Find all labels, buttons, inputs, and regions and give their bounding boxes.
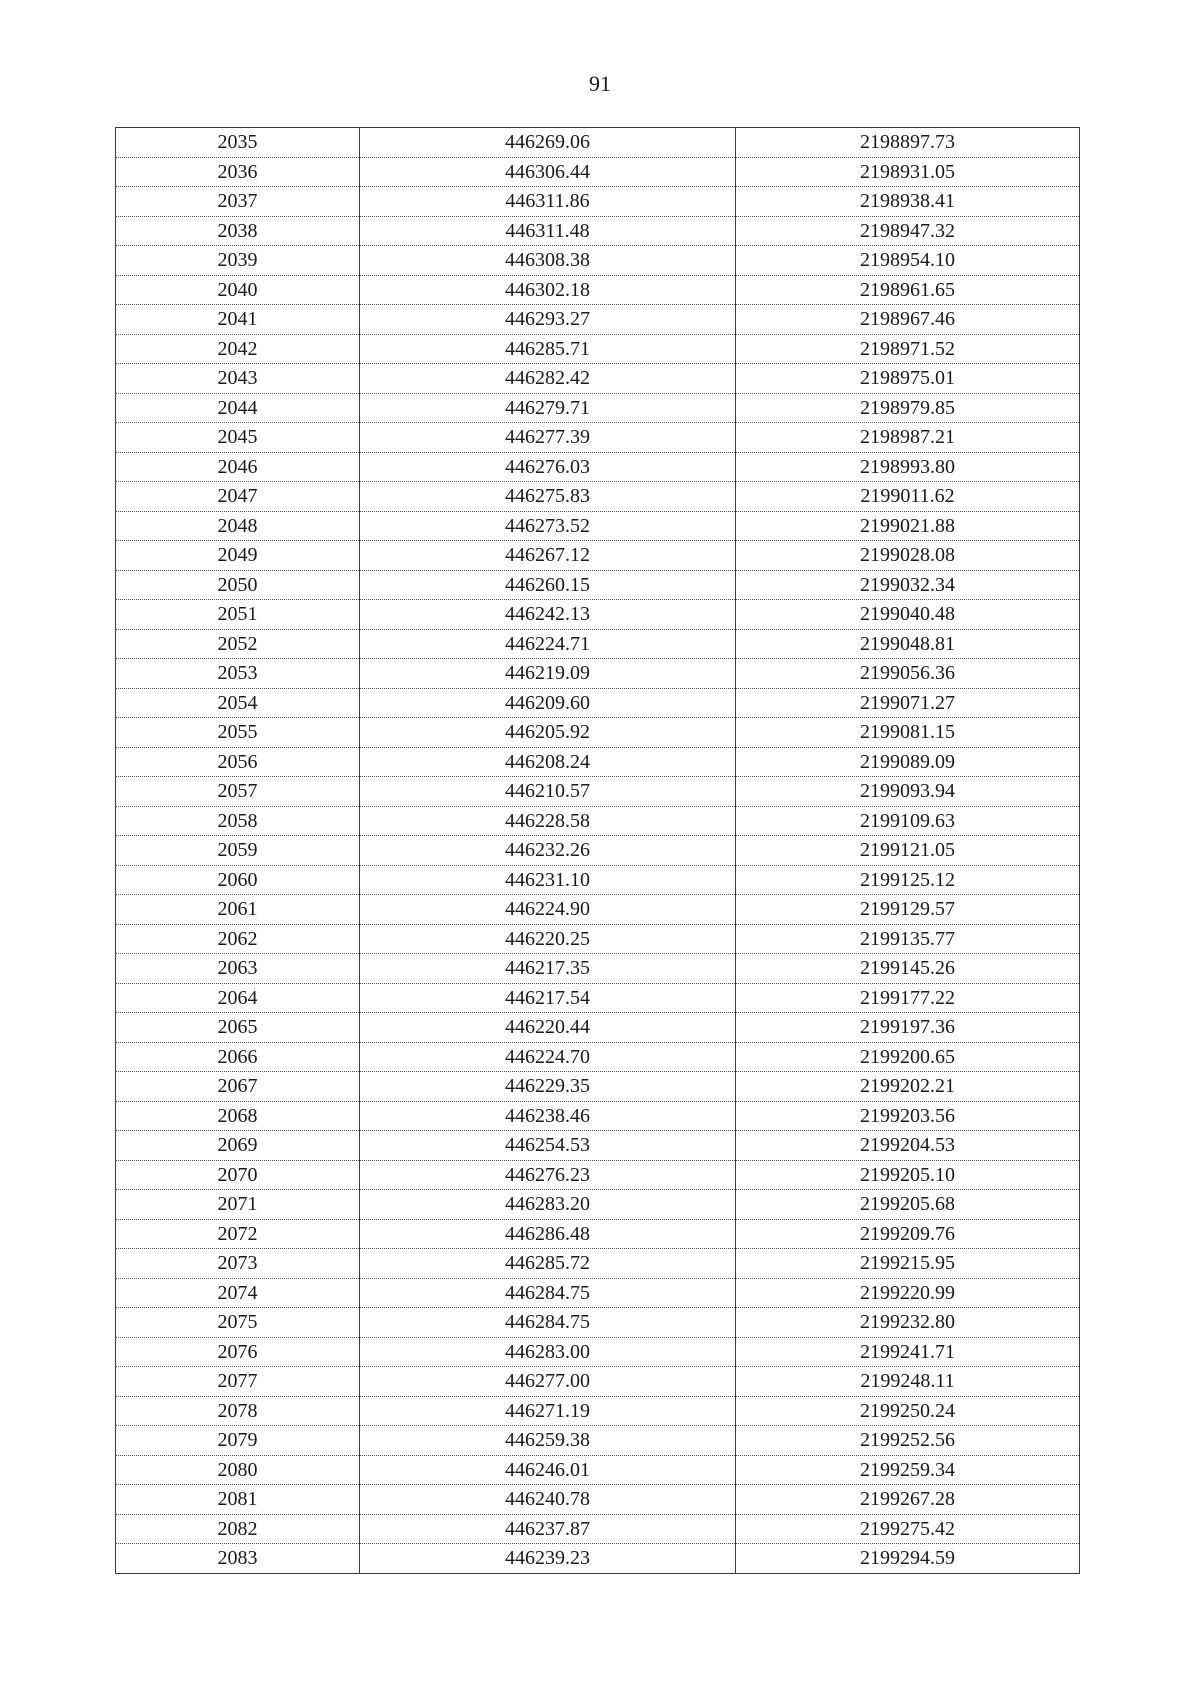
table-row <box>116 688 1080 718</box>
table-row <box>116 747 1080 777</box>
y-coordinate-cell: 2199215.95 <box>736 1249 1080 1279</box>
x-coordinate-cell: 446282.42 <box>360 364 736 394</box>
x-coordinate-cell: 446286.48 <box>360 1219 736 1249</box>
y-coordinate-cell: 2199252.56 <box>736 1426 1080 1456</box>
table-row <box>116 482 1080 512</box>
x-coordinate-cell: 446224.90 <box>360 895 736 925</box>
x-coordinate-cell: 446220.44 <box>360 1013 736 1043</box>
table-row <box>116 1101 1080 1131</box>
y-coordinate-cell: 2199135.77 <box>736 924 1080 954</box>
page-number: 91 <box>589 71 611 96</box>
x-coordinate-cell: 446259.38 <box>360 1426 736 1456</box>
y-coordinate-cell: 2198938.41 <box>736 187 1080 217</box>
y-coordinate-cell: 2199294.59 <box>736 1544 1080 1574</box>
table-row <box>116 1367 1080 1397</box>
table-row <box>116 806 1080 836</box>
point-number-cell: 2065 <box>116 1013 360 1043</box>
x-coordinate-cell: 446311.86 <box>360 187 736 217</box>
point-number-cell: 2049 <box>116 541 360 571</box>
x-coordinate-cell: 446228.58 <box>360 806 736 836</box>
table-row <box>116 423 1080 453</box>
x-coordinate-cell: 446267.12 <box>360 541 736 571</box>
table-row <box>116 452 1080 482</box>
point-number-cell: 2045 <box>116 423 360 453</box>
x-coordinate-cell: 446271.19 <box>360 1396 736 1426</box>
point-number-cell: 2079 <box>116 1426 360 1456</box>
point-number-cell: 2071 <box>116 1190 360 1220</box>
point-number-cell: 2068 <box>116 1101 360 1131</box>
x-coordinate-cell: 446217.54 <box>360 983 736 1013</box>
point-number-cell: 2064 <box>116 983 360 1013</box>
y-coordinate-cell: 2199081.15 <box>736 718 1080 748</box>
y-coordinate-cell: 2199093.94 <box>736 777 1080 807</box>
point-number-cell: 2072 <box>116 1219 360 1249</box>
y-coordinate-cell: 2199205.68 <box>736 1190 1080 1220</box>
y-coordinate-cell: 2199089.09 <box>736 747 1080 777</box>
x-coordinate-cell: 446240.78 <box>360 1485 736 1515</box>
point-number-cell: 2070 <box>116 1160 360 1190</box>
point-number-cell: 2062 <box>116 924 360 954</box>
x-coordinate-cell: 446285.71 <box>360 334 736 364</box>
point-number-cell: 2050 <box>116 570 360 600</box>
y-coordinate-cell: 2199145.26 <box>736 954 1080 984</box>
y-coordinate-cell: 2199048.81 <box>736 629 1080 659</box>
table-row <box>116 954 1080 984</box>
table-row <box>116 1249 1080 1279</box>
table-row <box>116 777 1080 807</box>
y-coordinate-cell: 2199200.65 <box>736 1042 1080 1072</box>
y-coordinate-cell: 2199125.12 <box>736 865 1080 895</box>
table-row <box>116 1485 1080 1515</box>
y-coordinate-cell: 2198987.21 <box>736 423 1080 453</box>
table-row <box>116 1455 1080 1485</box>
table-row <box>116 393 1080 423</box>
x-coordinate-cell: 446208.24 <box>360 747 736 777</box>
table-row <box>116 1426 1080 1456</box>
y-coordinate-cell: 2199121.05 <box>736 836 1080 866</box>
x-coordinate-cell: 446242.13 <box>360 600 736 630</box>
x-coordinate-cell: 446224.71 <box>360 629 736 659</box>
y-coordinate-cell: 2199021.88 <box>736 511 1080 541</box>
x-coordinate-cell: 446220.25 <box>360 924 736 954</box>
table-row <box>116 1544 1080 1574</box>
x-coordinate-cell: 446284.75 <box>360 1308 736 1338</box>
point-number-cell: 2083 <box>116 1544 360 1574</box>
table-row <box>116 1013 1080 1043</box>
x-coordinate-cell: 446231.10 <box>360 865 736 895</box>
x-coordinate-cell: 446293.27 <box>360 305 736 335</box>
point-number-cell: 2051 <box>116 600 360 630</box>
y-coordinate-cell: 2199028.08 <box>736 541 1080 571</box>
x-coordinate-cell: 446237.87 <box>360 1514 736 1544</box>
point-number-cell: 2038 <box>116 216 360 246</box>
y-coordinate-cell: 2199250.24 <box>736 1396 1080 1426</box>
y-coordinate-cell: 2199205.10 <box>736 1160 1080 1190</box>
point-number-cell: 2077 <box>116 1367 360 1397</box>
point-number-cell: 2066 <box>116 1042 360 1072</box>
point-number-cell: 2042 <box>116 334 360 364</box>
table-row <box>116 1337 1080 1367</box>
point-number-cell: 2075 <box>116 1308 360 1338</box>
point-number-cell: 2069 <box>116 1131 360 1161</box>
point-number-cell: 2059 <box>116 836 360 866</box>
y-coordinate-cell: 2199203.56 <box>736 1101 1080 1131</box>
y-coordinate-cell: 2199197.36 <box>736 1013 1080 1043</box>
x-coordinate-cell: 446238.46 <box>360 1101 736 1131</box>
table-row <box>116 364 1080 394</box>
point-number-cell: 2048 <box>116 511 360 541</box>
x-coordinate-cell: 446209.60 <box>360 688 736 718</box>
point-number-cell: 2056 <box>116 747 360 777</box>
y-coordinate-cell: 2199109.63 <box>736 806 1080 836</box>
y-coordinate-cell: 2198947.32 <box>736 216 1080 246</box>
y-coordinate-cell: 2198897.73 <box>736 128 1080 158</box>
point-number-cell: 2076 <box>116 1337 360 1367</box>
table-row <box>116 836 1080 866</box>
point-number-cell: 2082 <box>116 1514 360 1544</box>
table-row <box>116 1278 1080 1308</box>
point-number-cell: 2053 <box>116 659 360 689</box>
x-coordinate-cell: 446276.23 <box>360 1160 736 1190</box>
y-coordinate-cell: 2199040.48 <box>736 600 1080 630</box>
point-number-cell: 2035 <box>116 128 360 158</box>
table-row <box>116 1514 1080 1544</box>
table-row <box>116 187 1080 217</box>
x-coordinate-cell: 446273.52 <box>360 511 736 541</box>
table-row <box>116 128 1080 158</box>
point-number-cell: 2041 <box>116 305 360 335</box>
x-coordinate-cell: 446283.00 <box>360 1337 736 1367</box>
table-row <box>116 659 1080 689</box>
point-number-cell: 2055 <box>116 718 360 748</box>
table-row <box>116 570 1080 600</box>
x-coordinate-cell: 446306.44 <box>360 157 736 187</box>
point-number-cell: 2063 <box>116 954 360 984</box>
y-coordinate-cell: 2199241.71 <box>736 1337 1080 1367</box>
x-coordinate-cell: 446283.20 <box>360 1190 736 1220</box>
point-number-cell: 2061 <box>116 895 360 925</box>
table-row <box>116 511 1080 541</box>
point-number-cell: 2040 <box>116 275 360 305</box>
x-coordinate-cell: 446224.70 <box>360 1042 736 1072</box>
table-row <box>116 629 1080 659</box>
x-coordinate-cell: 446279.71 <box>360 393 736 423</box>
x-coordinate-cell: 446269.06 <box>360 128 736 158</box>
y-coordinate-cell: 2199202.21 <box>736 1072 1080 1102</box>
x-coordinate-cell: 446276.03 <box>360 452 736 482</box>
x-coordinate-cell: 446210.57 <box>360 777 736 807</box>
point-number-cell: 2043 <box>116 364 360 394</box>
y-coordinate-cell: 2198967.46 <box>736 305 1080 335</box>
point-number-cell: 2058 <box>116 806 360 836</box>
point-number-cell: 2057 <box>116 777 360 807</box>
y-coordinate-cell: 2199011.62 <box>736 482 1080 512</box>
table-row <box>116 216 1080 246</box>
y-coordinate-cell: 2199032.34 <box>736 570 1080 600</box>
x-coordinate-cell: 446275.83 <box>360 482 736 512</box>
y-coordinate-cell: 2198931.05 <box>736 157 1080 187</box>
point-number-cell: 2052 <box>116 629 360 659</box>
table-row <box>116 1190 1080 1220</box>
table-row <box>116 541 1080 571</box>
table-row <box>116 1396 1080 1426</box>
point-number-cell: 2037 <box>116 187 360 217</box>
table-row <box>116 924 1080 954</box>
y-coordinate-cell: 2199220.99 <box>736 1278 1080 1308</box>
y-coordinate-cell: 2198961.65 <box>736 275 1080 305</box>
x-coordinate-cell: 446219.09 <box>360 659 736 689</box>
x-coordinate-cell: 446277.39 <box>360 423 736 453</box>
y-coordinate-cell: 2199275.42 <box>736 1514 1080 1544</box>
point-number-cell: 2039 <box>116 246 360 276</box>
point-number-cell: 2074 <box>116 1278 360 1308</box>
x-coordinate-cell: 446284.75 <box>360 1278 736 1308</box>
y-coordinate-cell: 2199248.11 <box>736 1367 1080 1397</box>
point-number-cell: 2046 <box>116 452 360 482</box>
y-coordinate-cell: 2198954.10 <box>736 246 1080 276</box>
y-coordinate-cell: 2199209.76 <box>736 1219 1080 1249</box>
table-row <box>116 1219 1080 1249</box>
x-coordinate-cell: 446311.48 <box>360 216 736 246</box>
x-coordinate-cell: 446217.35 <box>360 954 736 984</box>
y-coordinate-cell: 2199204.53 <box>736 1131 1080 1161</box>
x-coordinate-cell: 446308.38 <box>360 246 736 276</box>
x-coordinate-cell: 446239.23 <box>360 1544 736 1574</box>
x-coordinate-cell: 446232.26 <box>360 836 736 866</box>
y-coordinate-cell: 2198993.80 <box>736 452 1080 482</box>
point-number-cell: 2073 <box>116 1249 360 1279</box>
y-coordinate-cell: 2199232.80 <box>736 1308 1080 1338</box>
table-row <box>116 865 1080 895</box>
table-row <box>116 718 1080 748</box>
x-coordinate-cell: 446254.53 <box>360 1131 736 1161</box>
point-number-cell: 2044 <box>116 393 360 423</box>
table-row <box>116 1160 1080 1190</box>
x-coordinate-cell: 446260.15 <box>360 570 736 600</box>
y-coordinate-cell: 2198975.01 <box>736 364 1080 394</box>
point-number-cell: 2078 <box>116 1396 360 1426</box>
coordinate-table <box>115 127 1080 1574</box>
table-row <box>116 1131 1080 1161</box>
y-coordinate-cell: 2199129.57 <box>736 895 1080 925</box>
point-number-cell: 2080 <box>116 1455 360 1485</box>
y-coordinate-cell: 2199267.28 <box>736 1485 1080 1515</box>
table-row <box>116 1072 1080 1102</box>
table-row <box>116 600 1080 630</box>
table-row <box>116 1042 1080 1072</box>
table-row <box>116 157 1080 187</box>
point-number-cell: 2054 <box>116 688 360 718</box>
point-number-cell: 2081 <box>116 1485 360 1515</box>
x-coordinate-cell: 446229.35 <box>360 1072 736 1102</box>
x-coordinate-cell: 446205.92 <box>360 718 736 748</box>
point-number-cell: 2067 <box>116 1072 360 1102</box>
point-number-cell: 2060 <box>116 865 360 895</box>
x-coordinate-cell: 446302.18 <box>360 275 736 305</box>
table-row <box>116 246 1080 276</box>
y-coordinate-cell: 2199071.27 <box>736 688 1080 718</box>
x-coordinate-cell: 446246.01 <box>360 1455 736 1485</box>
table-row <box>116 275 1080 305</box>
x-coordinate-cell: 446285.72 <box>360 1249 736 1279</box>
table-row <box>116 305 1080 335</box>
y-coordinate-cell: 2198971.52 <box>736 334 1080 364</box>
x-coordinate-cell: 446277.00 <box>360 1367 736 1397</box>
coordinate-table-body <box>116 128 1080 1574</box>
y-coordinate-cell: 2199056.36 <box>736 659 1080 689</box>
y-coordinate-cell: 2199177.22 <box>736 983 1080 1013</box>
point-number-cell: 2036 <box>116 157 360 187</box>
point-number-cell: 2047 <box>116 482 360 512</box>
table-row <box>116 983 1080 1013</box>
table-row <box>116 334 1080 364</box>
table-row <box>116 895 1080 925</box>
y-coordinate-cell: 2199259.34 <box>736 1455 1080 1485</box>
y-coordinate-cell: 2198979.85 <box>736 393 1080 423</box>
table-row <box>116 1308 1080 1338</box>
